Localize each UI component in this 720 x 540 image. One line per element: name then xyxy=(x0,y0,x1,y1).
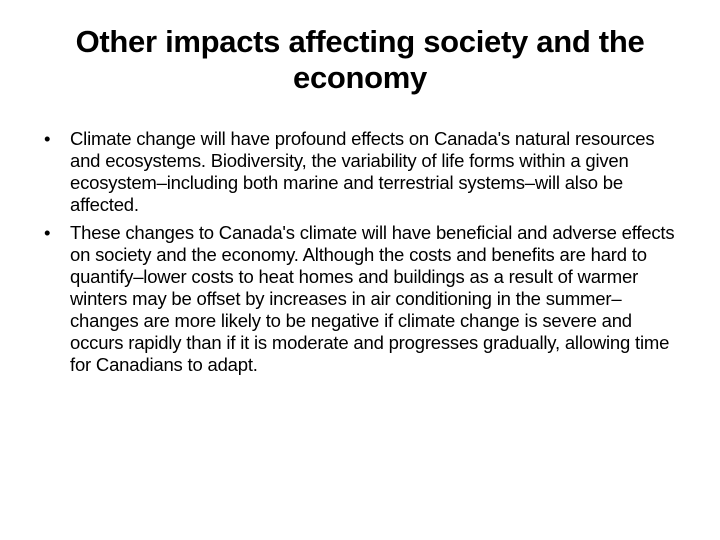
bullet-marker: • xyxy=(44,222,51,243)
bullet-marker: • xyxy=(44,128,51,149)
bullet-text-1: Climate change will have profound effects on Canada's natural resources and ecosystems. Biodiversity, the variability of life forms within a given ecosystem–including both marine and terrestrial systems–will also be affected. xyxy=(70,128,655,215)
bullet-item-2 xyxy=(44,222,684,376)
bullet-list xyxy=(44,128,684,382)
slide-title: Other impacts affecting society and the economy xyxy=(75,24,645,95)
bullet-item-1 xyxy=(44,128,684,216)
bullet-text-2: These changes to Canada's climate will have beneficial and adverse effects on society and the economy. Although the costs and benefits are hard to quantify–lower costs to heat homes and buildings as a result of warmer winters may be offset by increases in air conditioning in the summer– changes are more likely to be negative if climate change is severe and occurs rapidly than if it is moderate and progresses gradually, allowing time for Canadians to adapt. xyxy=(70,222,675,375)
